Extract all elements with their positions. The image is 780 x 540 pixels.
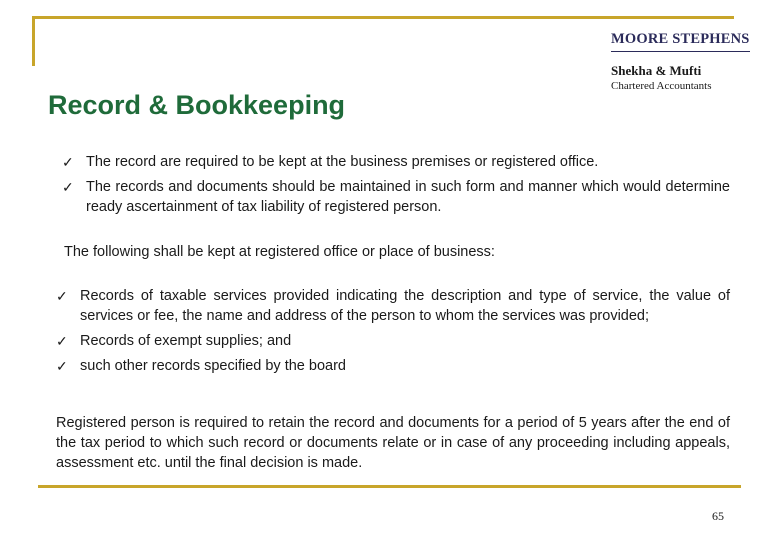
checkmark-icon: ✓ — [62, 154, 74, 170]
list-item-text: The record are required to be kept at the business premises or registered office. — [86, 154, 599, 170]
intro-text: The following shall be kept at registered office or place of business: — [64, 244, 495, 260]
checkmark-icon: ✓ — [56, 358, 68, 374]
list-item — [56, 286, 730, 326]
list-item-text: The records and documents should be maintained in such form and manner which would determine ready ascertainment of tax liability of registered person. — [86, 179, 730, 215]
page-number: 65 — [712, 509, 724, 523]
logo-divider — [611, 51, 750, 52]
list-item-text: Records of exempt supplies; and — [80, 333, 292, 349]
checkmark-icon: ✓ — [62, 179, 74, 195]
logo-tagline: Chartered Accountants — [611, 80, 712, 92]
slide-title: Record & Bookkeeping — [48, 90, 346, 120]
logo-firm-name: Shekha & Mufti — [611, 63, 702, 78]
list-item — [56, 356, 730, 376]
list-item — [62, 177, 730, 217]
logo-brand: MOORE STEPHENS — [611, 31, 750, 47]
records-list — [56, 286, 730, 376]
bottom-border-line — [38, 485, 741, 488]
left-border-line — [32, 16, 35, 66]
checkmark-icon: ✓ — [56, 288, 68, 304]
requirements-list — [62, 152, 730, 217]
list-item — [62, 152, 730, 172]
retention-paragraph: Registered person is required to retain the record and documents for a period of 5 years after the end of the tax period to which such record or documents relate or in case of any proceeding including appeals, assessment etc. until the final decision is made. — [56, 415, 730, 471]
top-border-line — [32, 16, 734, 19]
list-item-text: Records of taxable services provided indicating the description and type of service, the value of services or fee, the name and address of the person to whom the services was provided; — [80, 288, 730, 324]
checkmark-icon: ✓ — [56, 333, 68, 349]
list-item-text: such other records specified by the board — [80, 358, 346, 374]
list-item — [56, 331, 730, 351]
